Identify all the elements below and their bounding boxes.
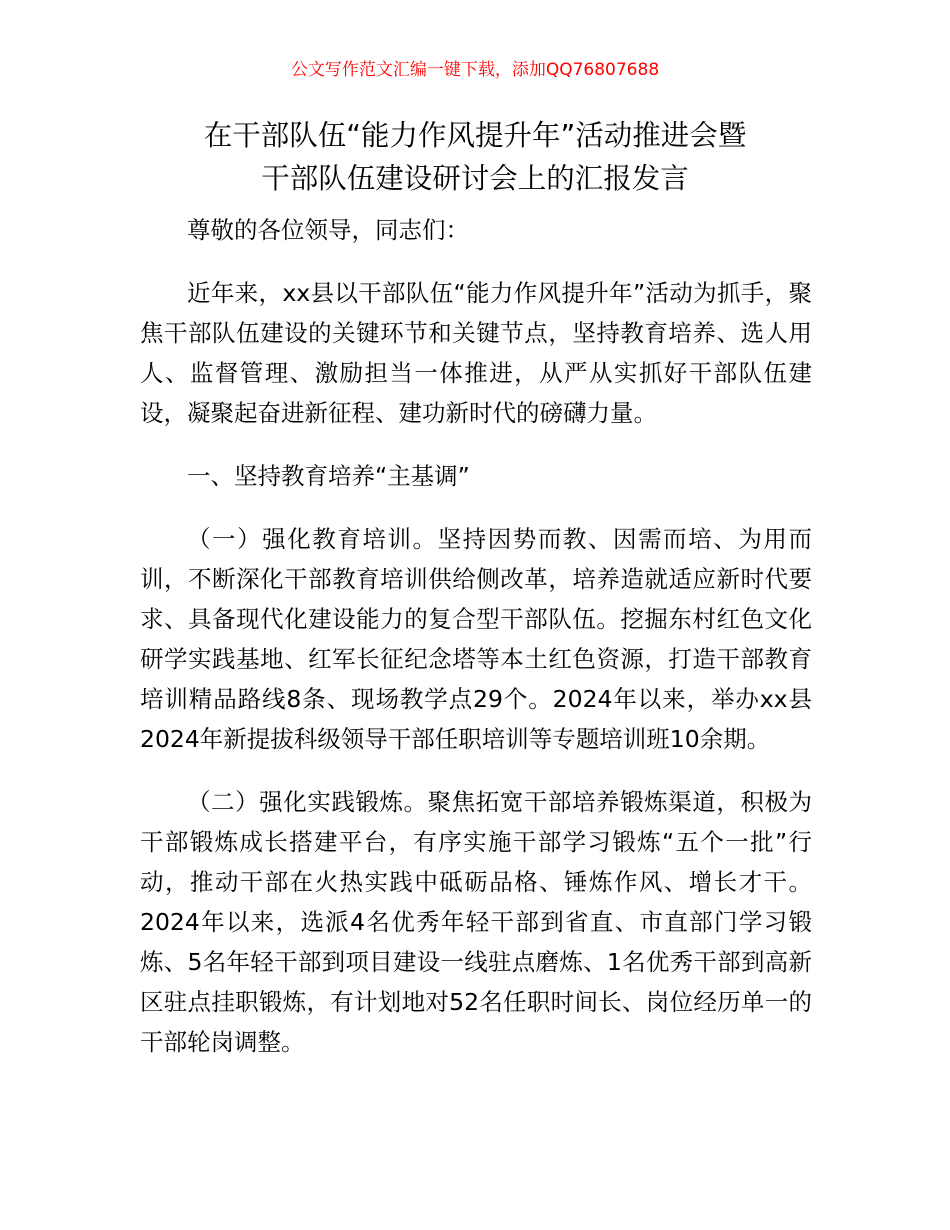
intro-paragraph: 近年来，xx县以干部队伍“能力作风提升年”活动为抓手，聚焦干部队伍建设的关键环节和关键节点，坚持教育培养、选人用人、监督管理、激励担当一体推进，从严从实抓好干部队伍建设，凝聚起奋进新征程、建功新时代的磅礴力量。	[140, 279, 812, 427]
section-heading: 一、坚持教育培养“主基调”	[187, 462, 470, 490]
body-paragraph: （一）强化教育培训。坚持因势而教、因需而培、为用而训，不断深化干部教育培训供给侧改革，培养造就适应新时代要求、具备现代化建设能力的复合型干部队伍。挖掘东村红色文化研学实践基地、红军长征纪念塔等本土红色资源，打造干部教育培训精品路线8条、现场教学点29个。2024年以来，举办xx县2024年新提拔科级领导干部任职培训等专题培训班10余期。	[140, 525, 812, 753]
download-watermark: 公文写作范文汇编一键下载，添加QQ76807688	[290, 60, 660, 80]
title-line-2: 干部队伍建设研讨会上的汇报发言	[261, 162, 689, 195]
salutation: 尊敬的各位领导，同志们：	[187, 216, 469, 244]
document-body	[140, 210, 812, 1085]
title-line-1: 在干部队伍“能力作风提升年”活动推进会暨	[203, 119, 747, 152]
document-title	[100, 114, 850, 200]
body-paragraph: （二）强化实践锻炼。聚焦拓宽干部培养锻炼渠道，积极为干部锻炼成长搭建平台，有序实施干部学习锻炼“五个一批”行动，推动干部在火热实践中砥砺品格、锤炼作风、增长才干。2024年以来，选派4名优秀年轻干部到省直、市直部门学习锻炼、5名年轻干部到项目建设一线驻点磨炼、1名优秀干部到高新区驻点挂职锻炼，有计划地对52名任职时间长、岗位经历单一的干部轮岗调整。	[140, 788, 812, 1056]
